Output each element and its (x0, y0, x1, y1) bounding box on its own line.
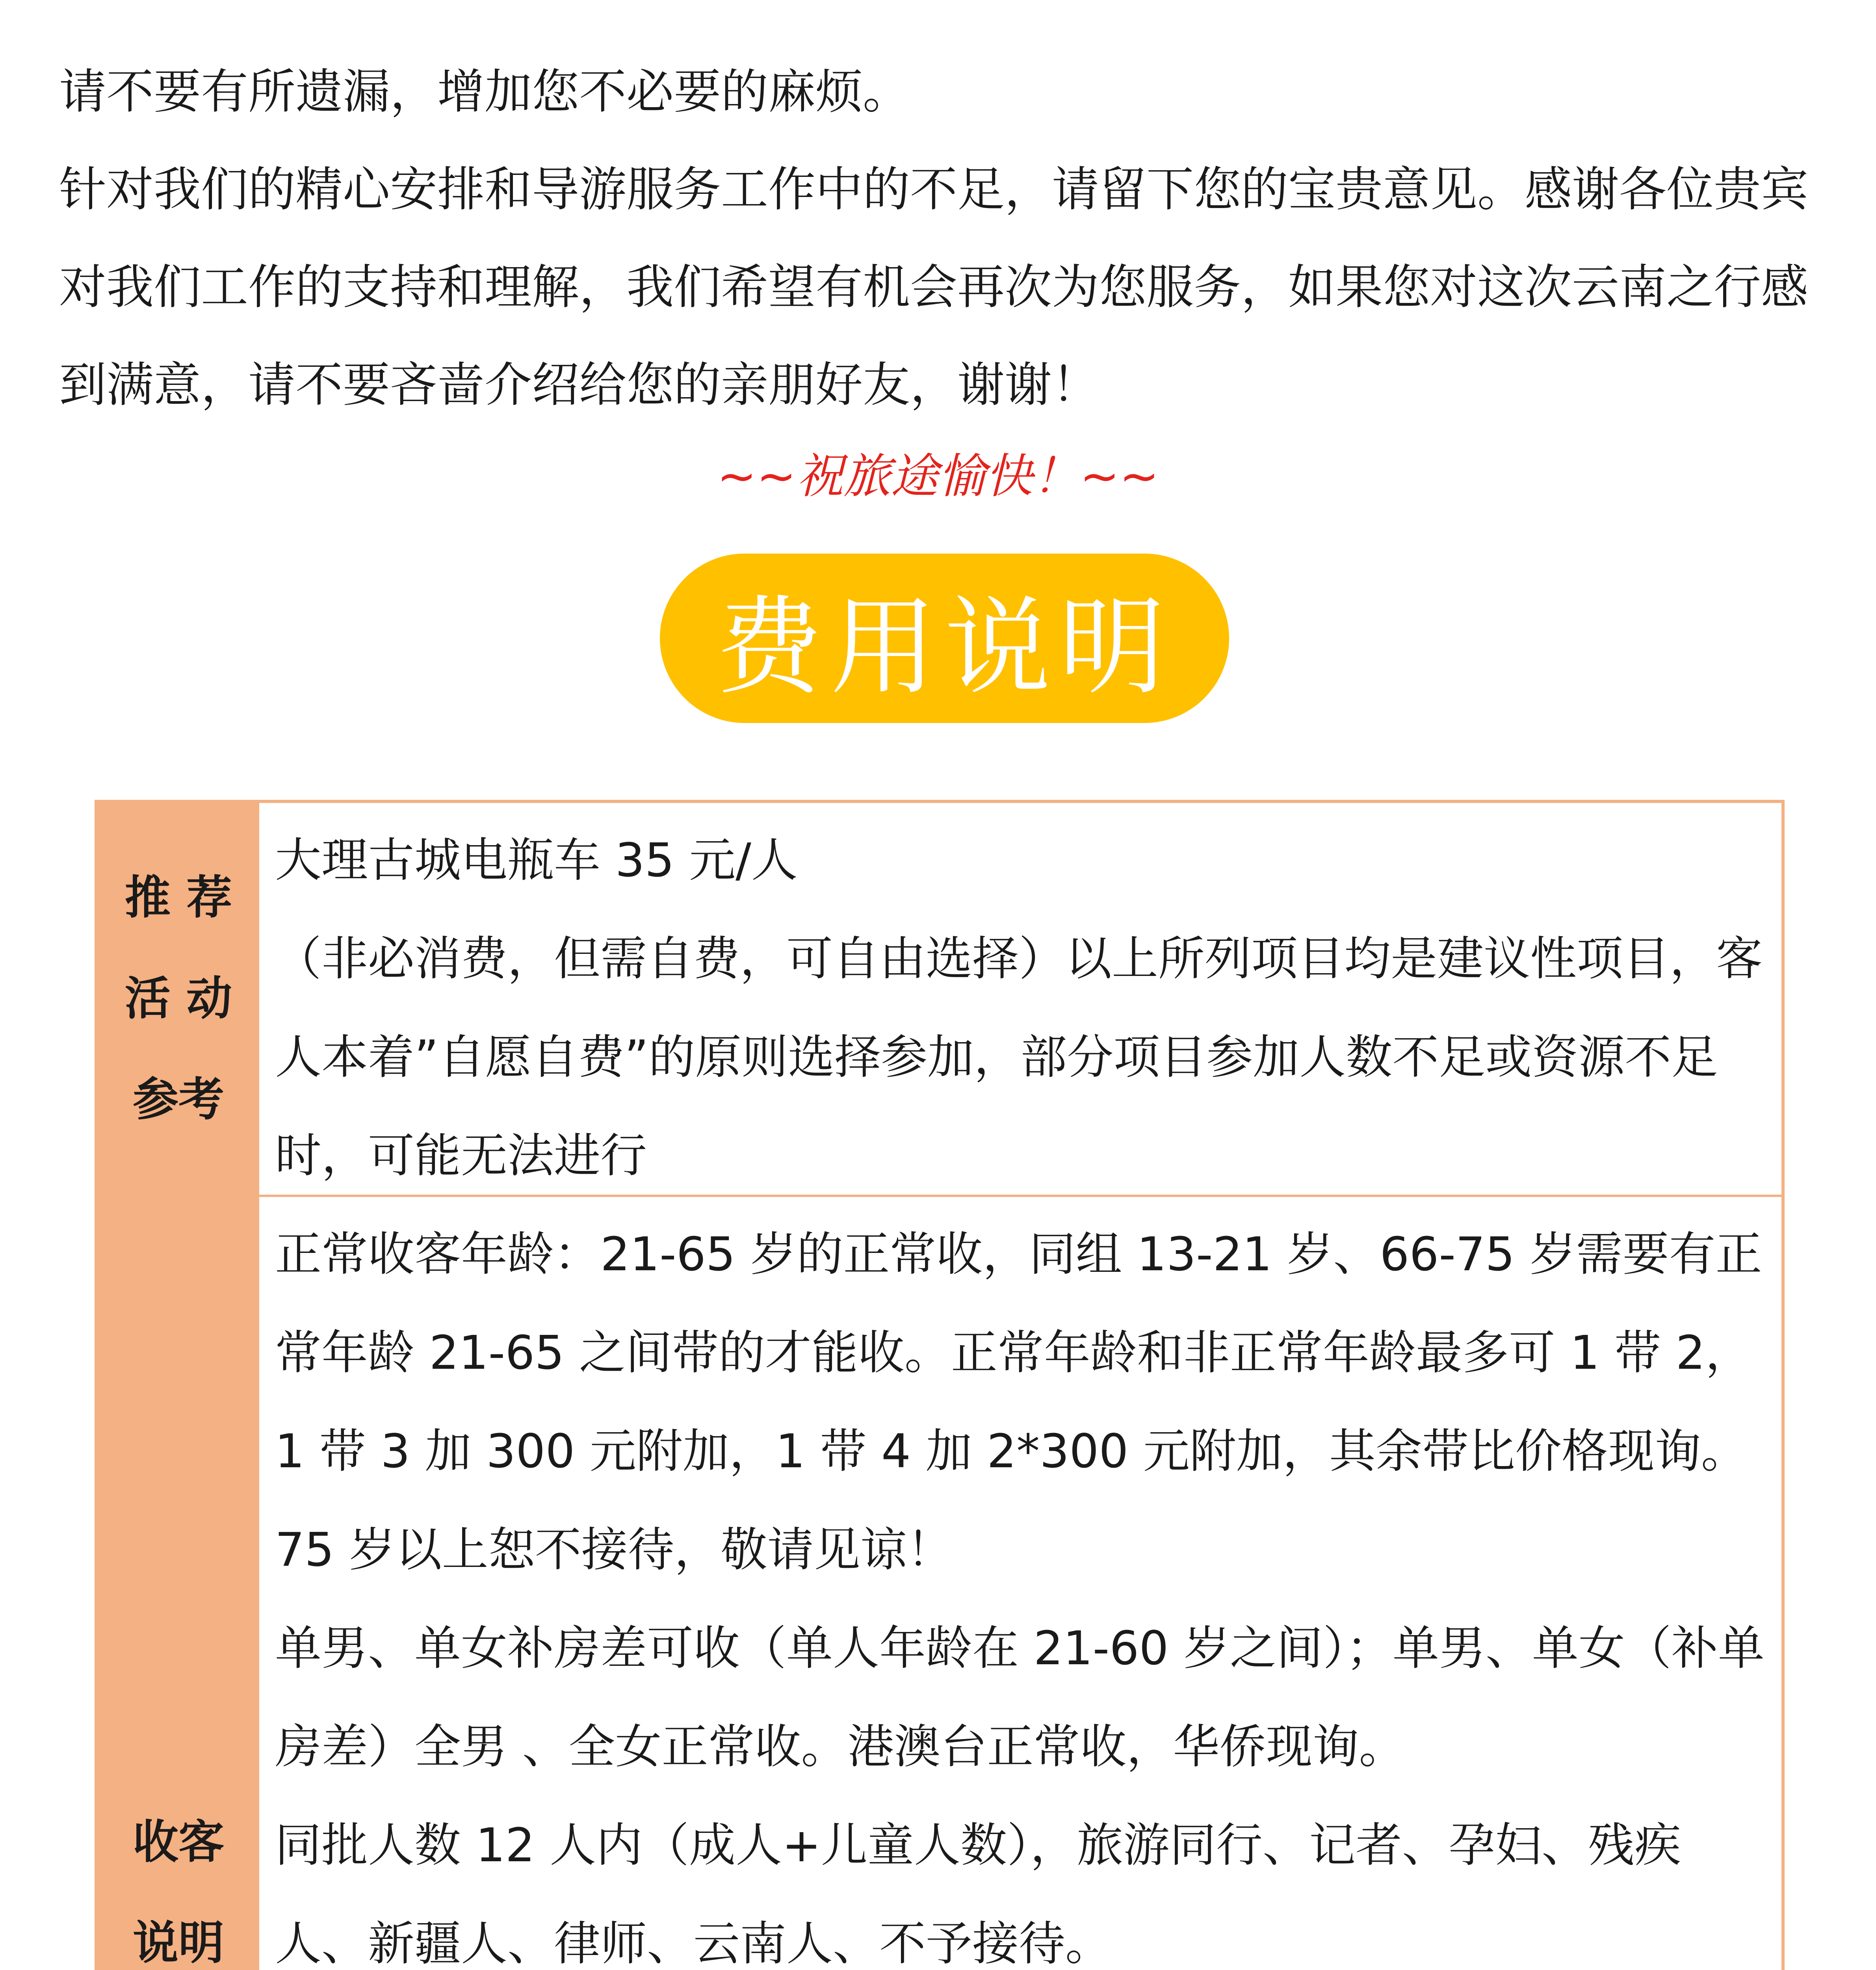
row-label-line: 参考 (133, 1073, 224, 1126)
content-paragraph: 同批人数 12 人内（成人+儿童人数），旅游同行、记者、孕妇、残疾人、新疆人、律师、云南人、不予接待。 (275, 1818, 1681, 1970)
section-title: 费用说明 (660, 554, 1229, 723)
content-paragraph: 大理古城电瓶车 35 元/人 (275, 833, 798, 887)
row-label-cell (98, 803, 259, 1195)
content-paragraph: 单男、单女补房差可收（单人年龄在 21-60 岁之间）；单男、单女（补单房差）全男 、全女正常收。港澳台正常收，华侨现询。 (275, 1621, 1765, 1774)
table-row (98, 1197, 1781, 1970)
table-row (98, 803, 1781, 1197)
fee-table (95, 800, 1785, 1970)
row-label-cell (98, 1197, 259, 1970)
intro-line: 针对我们的精心安排和导游服务工作中的不足，请留下您的宝贵意见。感谢各位贵宾对我们工作的支持和理解，我们希望有机会再次为您服务，如果您对这次云南之行感到满意，请不要吝啬介绍给您的亲朋好友，谢谢！ (59, 162, 1808, 413)
row-label-line: 收客 (133, 1816, 224, 1869)
row-label-line: 说明 (133, 1916, 224, 1970)
row-content-cell (259, 803, 1781, 1195)
intro-text (59, 43, 1816, 434)
row-label-line: 活 动 (124, 972, 232, 1025)
intro-line: 请不要有所遗漏，增加您不必要的麻烦。 (59, 65, 910, 119)
row-label-line: 推 荐 (124, 871, 232, 924)
content-paragraph: （非必消费，但需自费，可自由选择）以上所列项目均是建议性项目，客人本着”自愿自费”的原则选择参加，部分项目参加人数不足或资源不足时，可能无法进行 (275, 931, 1763, 1183)
row-content-cell (259, 1197, 1781, 1970)
content-paragraph: 正常收客年龄：21-65 岁的正常收，同组 13-21 岁、66-75 岁需要有正常年龄 21-65 之间带的才能收。正常年龄和非正常年龄最多可 1 带 2，1 带 3 加 300 元附加，1 带 4 加 2*300 元附加，其余带比价格现询。75 岁以上恕不接待，敬请见谅！ (275, 1227, 1762, 1577)
blessing-text: ~~祝旅途愉快！~~ (717, 449, 1159, 504)
